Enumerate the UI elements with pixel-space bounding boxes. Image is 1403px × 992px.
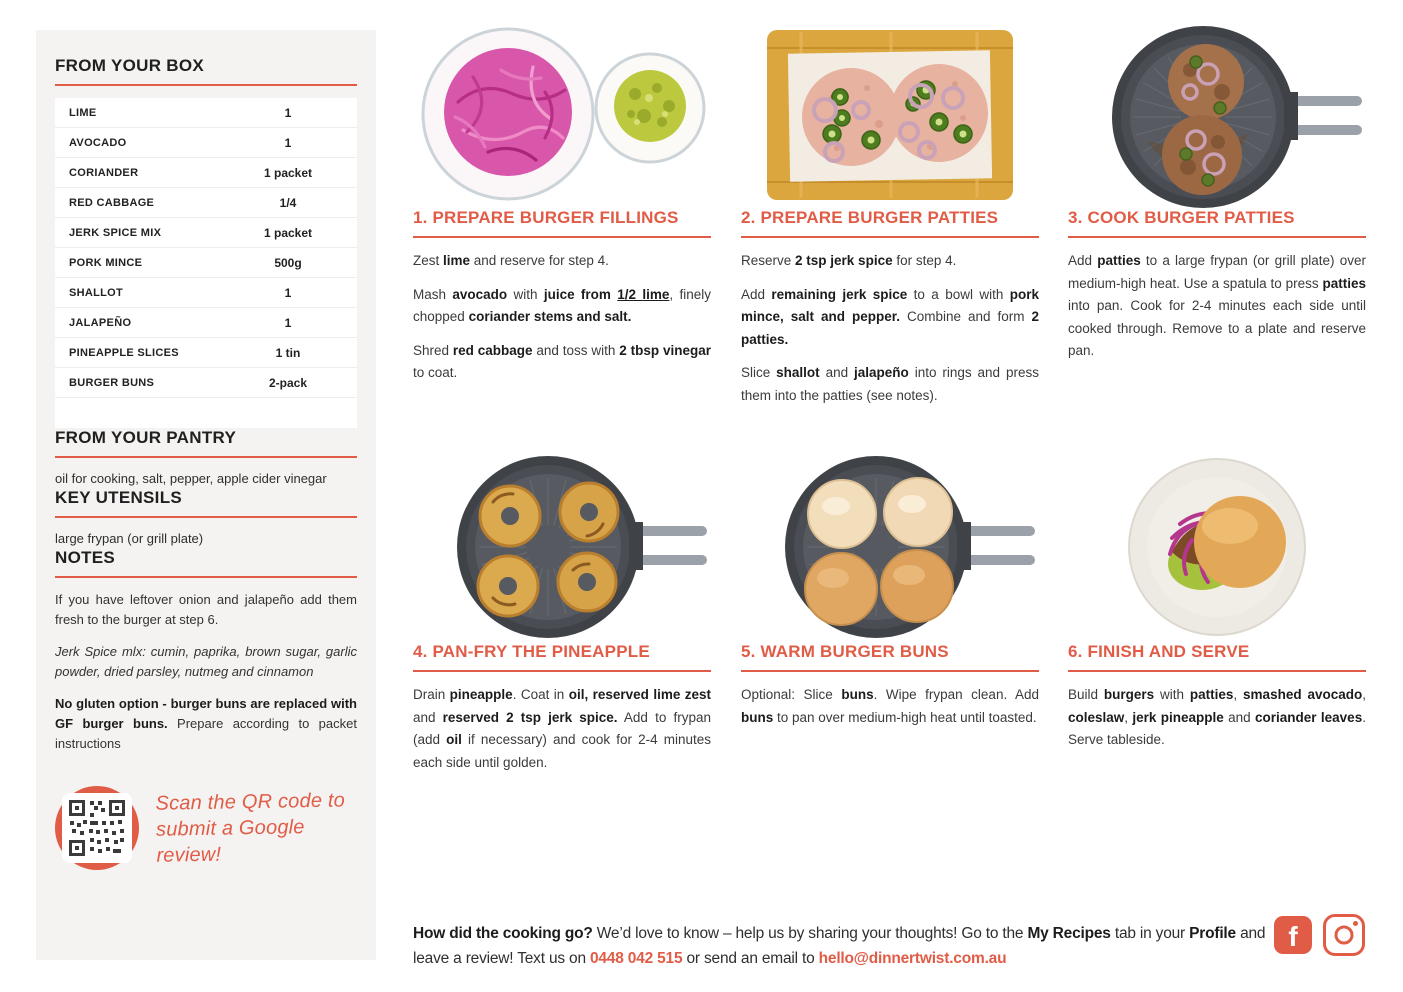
footer-review-note: How did the cooking go? We’d love to know – help us by sharing your thoughts! Go to the My Recipes tab in your Profile and leave a review! Text us on 0448 042 515 or send an email to hello@dinnertwist.com.au xyxy=(413,924,1266,967)
note-paragraph: Jerk Spice mlx: cumin, paprika, brown sugar, garlic powder, dried parsley, nutmeg and cinnamon xyxy=(55,644,357,679)
table-row xyxy=(55,278,357,308)
instagram-dot xyxy=(1353,921,1358,926)
table-row xyxy=(55,248,357,278)
step4-title: 4. PAN-FRY THE PINEAPPLE xyxy=(413,642,711,672)
table-row xyxy=(55,188,357,218)
instagram-lens xyxy=(1335,926,1354,945)
notes-title: NOTES xyxy=(55,548,357,578)
ingredient-name: PINEAPPLE SLICES xyxy=(69,346,179,359)
qr-code[interactable] xyxy=(55,786,139,870)
ingredient-name: LIME xyxy=(69,106,97,119)
ingredient-name: BURGER BUNS xyxy=(69,376,155,389)
step-paragraph: Optional: Slice buns. Wipe frypan clean. Add buns to pan over medium-high heat until toasted. xyxy=(741,687,1039,725)
ingredient-name: AVOCADO xyxy=(69,136,127,149)
table-row xyxy=(55,338,357,368)
ingredient-qty: 1 packet xyxy=(263,165,313,180)
ingredients-sidebar xyxy=(36,30,376,960)
step-2 xyxy=(741,22,1039,418)
table-row xyxy=(55,218,357,248)
google-review-block xyxy=(55,786,357,870)
table-spacer xyxy=(55,398,357,428)
step1-photo-coleslaw-avocado-bowls xyxy=(413,22,711,208)
step6-title: 6. FINISH AND SERVE xyxy=(1068,642,1366,672)
step-paragraph: Slice shallot and jalapeño into rings and press them into the patties (see notes). xyxy=(741,365,1039,403)
step4-photo-pineapple-rings-in-frypan xyxy=(413,452,711,642)
ingredient-qty: 1 tin xyxy=(275,345,301,360)
step-6 xyxy=(1068,452,1366,763)
ingredient-name: RED CABBAGE xyxy=(69,196,155,209)
ingredient-qty: 1 xyxy=(284,135,292,150)
phone-link[interactable]: 0448 042 515 xyxy=(589,949,683,967)
qr-caption-line1: Scan the QR code to xyxy=(155,789,346,815)
step-3 xyxy=(1068,22,1366,374)
step-paragraph: Reserve 2 tsp jerk spice for step 4. xyxy=(741,253,957,268)
ingredient-qty: 500g xyxy=(274,255,302,270)
table-row xyxy=(55,128,357,158)
ingredient-name: SHALLOT xyxy=(69,286,124,299)
ingredient-qty: 1 xyxy=(284,315,292,330)
step-4 xyxy=(413,452,711,785)
ingredient-qty: 1/4 xyxy=(279,195,297,210)
ingredient-name: JALAPEÑO xyxy=(69,316,132,329)
step5-photo-buns-in-frypan xyxy=(741,452,1039,642)
from-your-box-title: FROM YOUR BOX xyxy=(55,56,357,86)
box-items-table xyxy=(55,98,357,428)
table-row xyxy=(55,98,357,128)
note-paragraph: No gluten option - burger buns are replaced with GF burger buns. Prepare according to packet instructions xyxy=(55,696,357,751)
note-paragraph: If you have leftover onion and jalapeño add them fresh to the burger at step 6. xyxy=(55,592,357,627)
step3-title: 3. COOK BURGER PATTIES xyxy=(1068,208,1366,238)
from-your-pantry-title: FROM YOUR PANTRY xyxy=(55,428,357,458)
qr-code-icon xyxy=(62,793,132,863)
step6-photo-finished-burger-on-plate xyxy=(1068,452,1366,642)
pantry-text: oil for cooking, salt, pepper, apple cider vinegar xyxy=(55,471,327,486)
ingredient-qty: 1 packet xyxy=(263,225,313,240)
step2-photo-raw-patties-on-board xyxy=(741,22,1039,208)
qr-caption-line2: submit a Google review! xyxy=(155,816,305,867)
step5-title: 5. WARM BURGER BUNS xyxy=(741,642,1039,672)
table-row xyxy=(55,368,357,398)
step-paragraph: Shred red cabbage and toss with 2 tbsp vinegar to coat. xyxy=(413,342,712,380)
facebook-icon[interactable] xyxy=(1274,916,1312,954)
social-icons xyxy=(1274,914,1365,956)
step-paragraph: Zest lime and reserve for step 4. xyxy=(413,253,609,268)
step-paragraph: Drain pineapple. Coat in oil, reserved lime zest and reserved 2 tsp jerk spice. Add to frypan (add oil if necessary) and cook for 2-4 minutes each side until golden. xyxy=(413,687,711,770)
email-link[interactable]: hello@dinnertwist.com.au xyxy=(818,949,1007,967)
step-paragraph: Build burgers with patties, smashed avocado, coleslaw, jerk pineapple and coriander leaves. Serve tableside. xyxy=(1068,687,1366,747)
ingredient-name: PORK MINCE xyxy=(69,256,143,269)
key-utensils-title: KEY UTENSILS xyxy=(55,488,357,518)
step-paragraph: Add patties to a large frypan (or grill plate) over medium-high heat. Use a spatula to press patties into pan. Cook for 2-4 minutes each side until cooked through. Remove to a plate and reserve pan. xyxy=(1068,253,1366,358)
table-row xyxy=(55,308,357,338)
ingredient-qty: 2-pack xyxy=(268,375,308,390)
step-1 xyxy=(413,22,711,396)
ingredient-qty: 1 xyxy=(284,105,292,120)
step-paragraph: Add remaining jerk spice to a bowl with pork mince, salt and pepper. Combine and form 2 patties. xyxy=(741,286,1040,347)
facebook-f-glyph: f xyxy=(1288,921,1298,952)
table-row xyxy=(55,158,357,188)
qr-caption xyxy=(155,787,357,868)
ingredient-name: JERK SPICE MIX xyxy=(69,226,162,239)
step-paragraph: Mash avocado with juice from 1/2 lime, finely chopped coriander stems and salt. xyxy=(413,286,712,324)
ingredient-qty: 1 xyxy=(284,285,292,300)
utensils-text: large frypan (or grill plate) xyxy=(55,531,204,546)
ingredient-name: CORIANDER xyxy=(69,166,139,179)
step1-title: 1. PREPARE BURGER FILLINGS xyxy=(413,208,711,238)
step3-photo-patties-in-frypan xyxy=(1068,22,1366,208)
step-5 xyxy=(741,452,1039,740)
instagram-icon[interactable] xyxy=(1323,914,1365,956)
step2-title: 2. PREPARE BURGER PATTIES xyxy=(741,208,1039,238)
